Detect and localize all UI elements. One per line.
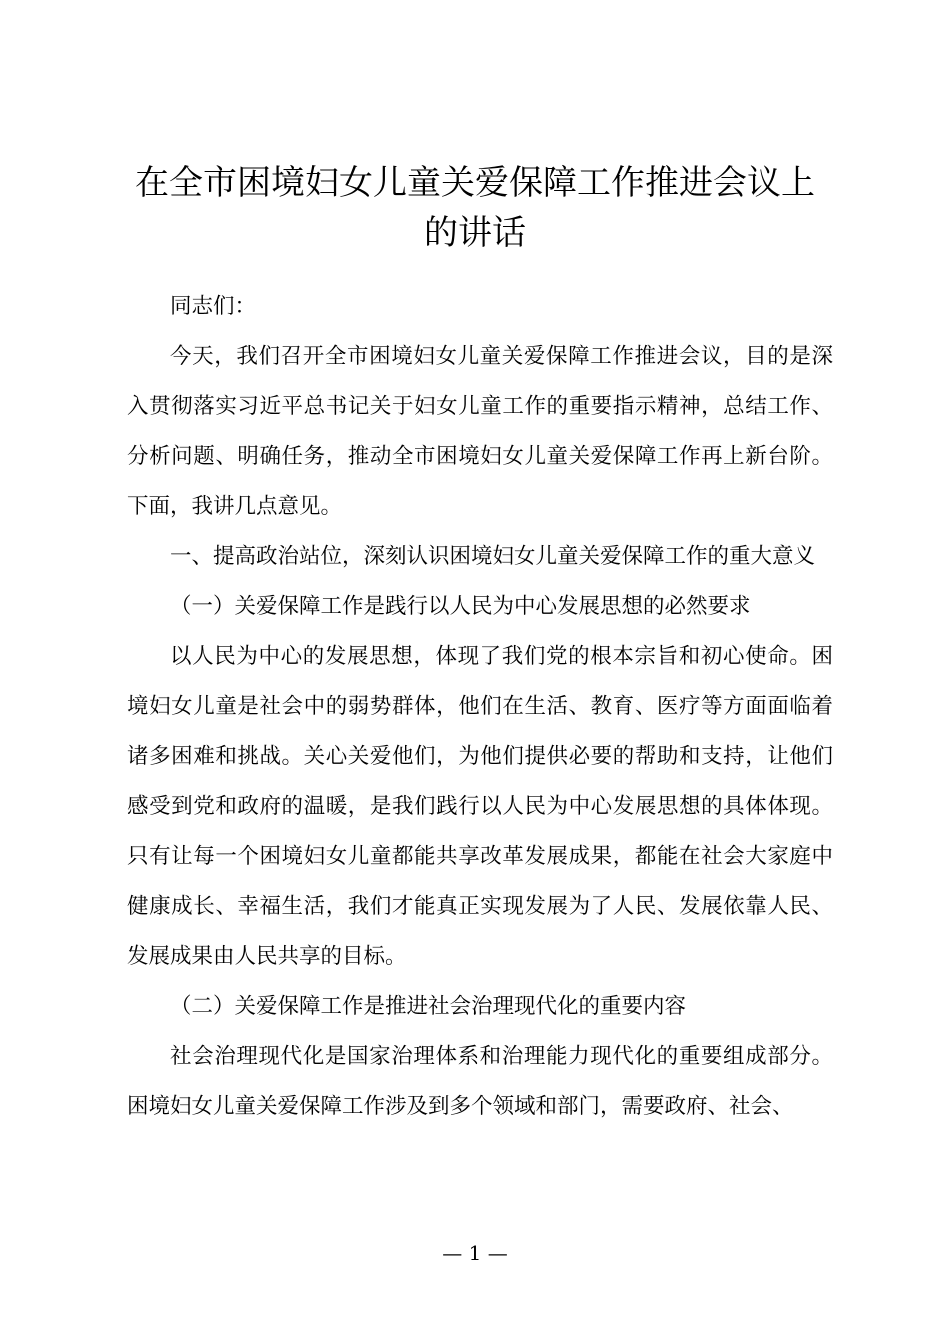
document-title: 在全市困境妇女儿童关爱保障工作推进会议上的讲话 xyxy=(135,163,815,253)
body-paragraph-2: 社会治理现代化是国家治理体系和治理能力现代化的重要组成部分。困境妇女儿童关爱保障工作涉及到多个领域和部门，需要政府、社会、 xyxy=(127,1044,833,1119)
subsection-heading-1: （一）关爱保障工作是践行以人民为中心发展思想的必然要求 xyxy=(170,594,751,619)
document-body xyxy=(127,282,833,1132)
body-paragraph-1: 以人民为中心的发展思想，体现了我们党的根本宗旨和初心使命。困境妇女儿童是社会中的弱势群体，他们在生活、教育、医疗等方面面临着诸多困难和挑战。关心关爱他们，为他们提供必要的帮助和支持，让他们感受到党和政府的温暖，是我们践行以人民为中心发展思想的具体体现。只有让每一个困境妇女儿童都能共享改革发展成果，都能在社会大家庭中健康成长、幸福生活，我们才能真正实现发展为了人民、发展依靠人民、发展成果由人民共享的目标。 xyxy=(127,644,833,969)
salutation: 同志们： xyxy=(170,294,257,319)
page-number: — 1 — xyxy=(442,1241,508,1265)
subsection-heading-2: （二）关爱保障工作是推进社会治理现代化的重要内容 xyxy=(170,994,687,1019)
intro-paragraph: 今天，我们召开全市困境妇女儿童关爱保障工作推进会议，目的是深入贯彻落实习近平总书记关于妇女儿童工作的重要指示精神，总结工作、分析问题、明确任务，推动全市困境妇女儿童关爱保障工作再上新台阶。下面，我讲几点意见。 xyxy=(127,344,833,519)
section-heading-1: 一、提高政治站位，深刻认识困境妇女儿童关爱保障工作的重大意义 xyxy=(170,544,816,569)
